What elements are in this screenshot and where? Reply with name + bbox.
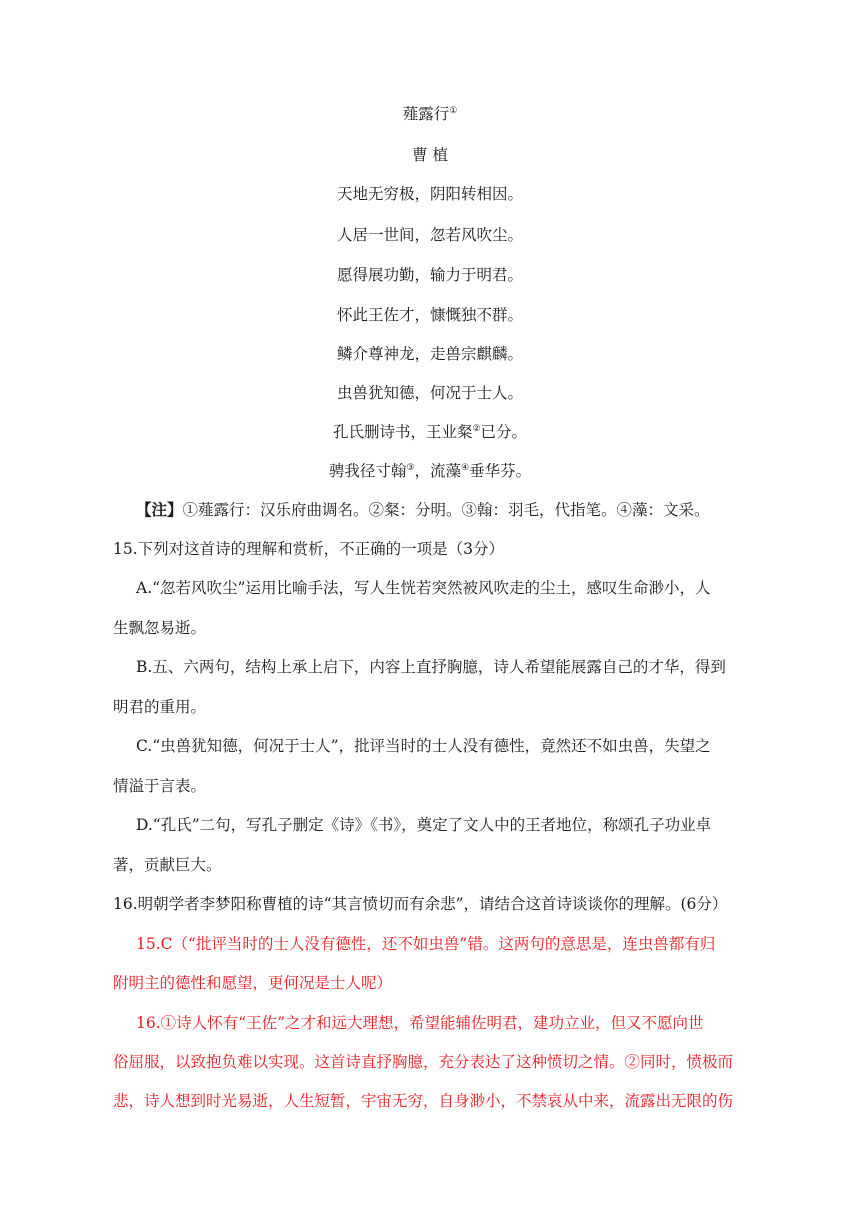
option-c-line-1: C.“虫兽犹知德，何况于士人”，批评当时的士人没有德性，竟然还不如虫兽，失望之 [136,737,711,755]
option-a-line-2: 生飘忽易逝。 [113,619,207,637]
question-16-stem: 16.明朝学者李梦阳称曹植的诗“其言愤切而有余悲”，请结合这首诗谈谈你的理解。(6分） [113,895,728,913]
poem-notes [136,500,736,520]
footnote-mark: ④ [461,462,470,473]
option-c-line-2: 情溢于言表。 [113,777,207,795]
option-b-line-2: 明君的重用。 [113,698,207,716]
footnote-mark: ② [472,423,481,434]
note-label: 【注】 [136,500,183,519]
poem-author: 曹 植 [412,146,448,164]
poem-line: 虫兽犹知德，何况于士人。 [336,384,523,402]
note-text: ①薤露行：汉乐府曲调名。②粲：分明。③翰：羽毛，代指笔。④藻：文采。 [182,501,710,519]
footnote-mark: ③ [406,462,415,473]
question-15-stem: 15.下列对这首诗的理解和赏析，不正确的一项是（3分） [113,540,505,558]
option-d-line-2: 著，贡献巨大。 [113,856,222,874]
poem-line: 怀此王佐才，慷慨独不群。 [336,306,523,324]
answer-16-line-2: 俗屈服，以致抱负难以实现。这首诗直抒胸臆，充分表达了这种愤切之情。②同时，愤极而 [113,1053,734,1071]
poem-line: 鳞介尊神龙，走兽宗麒麟。 [336,345,523,363]
option-b-line-1: B.五、六两句，结构上承上启下，内容上直抒胸臆，诗人希望能展露自己的才华，得到 [136,658,726,676]
poem-line: 孔氏删诗书，王业粲②已分。 [332,423,528,441]
poem-line: 天地无穷极，阴阳转相因。 [336,185,523,203]
answer-16-line-3: 悲，诗人想到时光易逝，人生短暂，宇宙无穷，自身渺小，不禁哀从中来，流露出无限的伤 [113,1092,734,1110]
option-d-line-1: D.“孔氏”二句，写孔子删定《诗》《书》，奠定了文人中的王者地位，称颂孔子功业卓 [136,816,712,834]
poem-line: 人居一世间，忽若风吹尘。 [336,226,523,244]
option-a-line-1: A.“忽若风吹尘”运用比喻手法，写人生恍若突然被风吹走的尘土，感叹生命渺小，人 [136,579,711,597]
poem-line: 愿得展功勤，输力于明君。 [336,266,523,284]
title-footnote-mark: ① [449,105,458,116]
answer-16-line-1: 16.①诗人怀有“王佐”之才和远大理想，希望能辅佐明君，建功立业，但又不愿向世 [136,1014,704,1032]
poem-line: 骋我径寸翰③，流藻④垂华芬。 [328,462,532,480]
answer-15-line-2: 附明主的德性和愿望，更何况是士人呢） [113,974,393,992]
poem-title: 薤露行① [402,105,458,123]
answer-15-line-1: 15.C（“批评当时的士人没有德性，还不如虫兽”错。这两句的意思是，连虫兽都有归 [136,935,716,953]
